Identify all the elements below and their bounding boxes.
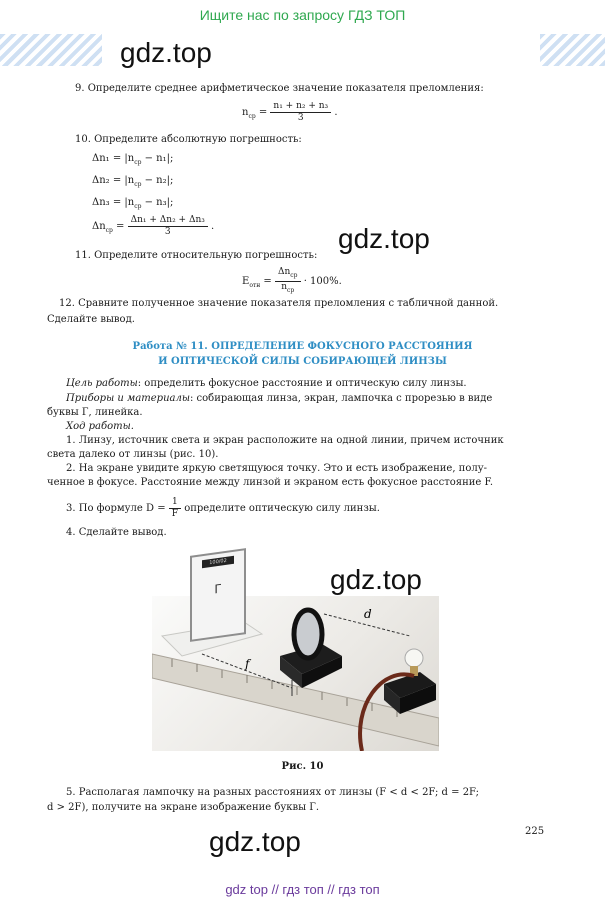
goal-line: Цель работы: определить фокусное расстояние и оптическую силу линзы. [66,378,467,389]
step-10-text: 10. Определите абсолютную погрешность: [75,134,302,145]
screen [190,548,246,642]
proc-2-line2: ченное в фокусе. Расстояние между линзой и экраном есть фокусное расстояние F. [47,477,494,488]
label-f: f [245,657,250,671]
proc-1-line2: света далеко от линзы (рис. 10). [47,449,219,460]
lens [294,610,322,658]
materials-line2: буквы Г, линейка. [47,407,143,418]
watermark-top: gdz.top [116,36,216,70]
top-banner[interactable]: Ищите нас по запросу ГДЗ ТОП [199,7,406,23]
proc-1-line1: 1. Линзу, источник света и экран расположите на одной линии, причем источник [66,435,504,446]
figure-caption: Рис. 10 [281,761,324,772]
watermark-bottom: gdz.top [205,825,305,859]
work-heading-line2: И ОПТИЧЕСКОЙ СИЛЫ СОБИРАЮЩЕЙ ЛИНЗЫ [158,356,447,367]
bulb [405,649,423,667]
step-11-text: 11. Определите относительную погрешность: [75,250,318,261]
abs-error-2: $\Delta n_2 = |n_{ср} - n_2|$; [92,175,174,188]
materials-line1: Приборы и материалы: собирающая линза, экран, лампочка с прорезью в виде [66,393,493,404]
watermark-middle: gdz.top [334,222,434,256]
watermark-figure: gdz.top [326,563,426,597]
proc-5-line2: d > 2F), получите на экране изображение буквы Г. [47,802,320,813]
screen-tag: 100/02 [202,556,234,568]
footer-links[interactable]: gdz top // гдз топ // гдз топ [225,882,380,897]
proc-4: 4. Сделайте вывод. [66,527,167,538]
proc-3: 3. По формуле D = $\frac{1}{F}$ определите оптическую силу линзы. [66,497,380,519]
page-number: 225 [525,826,545,837]
abs-error-mean: $\Delta n_{ср}$ = $\frac{\text{Δn₁ + Δn₂ + Δn₃}}{3}$ . [92,215,215,237]
proc-5-line1: 5. Располагая лампочку на разных расстояниях от линзы (F < d < 2F; d = 2F; [66,787,480,798]
abs-error-1: $\Delta n_1 = |n_{ср} - n_1|$; [92,153,174,166]
procedure-label: Ход работы. [66,421,134,432]
label-d: d [364,607,372,621]
work-heading-line1: Работа № 11. ОПРЕДЕЛЕНИЕ ФОКУСНОГО РАССТОЯНИЯ [132,341,473,352]
step-12-line2: Сделайте вывод. [47,314,135,325]
decor-stripes-right [540,34,605,66]
screen-letter: Г [214,581,222,597]
formula-mean: $n_{ср}$ = $\frac{\text{n₁ + n₂ + n₃}}{3}$ . [242,101,338,123]
decor-stripes-left [0,34,102,66]
formula-relative: $E_{отн}$ = $\frac{\Delta n_{ср}}{n_{ср}}$ · 100%. [242,267,342,294]
proc-2-line1: 2. На экране увидите яркую светящуюся точку. Это и есть изображение, полу- [66,463,487,474]
abs-error-3: $\Delta n_3 = |n_{ср} - n_3|$; [92,197,174,210]
step-9-text: 9. Определите среднее арифметическое значение показателя преломления: [75,83,484,94]
step-12-line1: 12. Сравните полученное значение показателя преломления с табличной данной. [59,298,499,309]
